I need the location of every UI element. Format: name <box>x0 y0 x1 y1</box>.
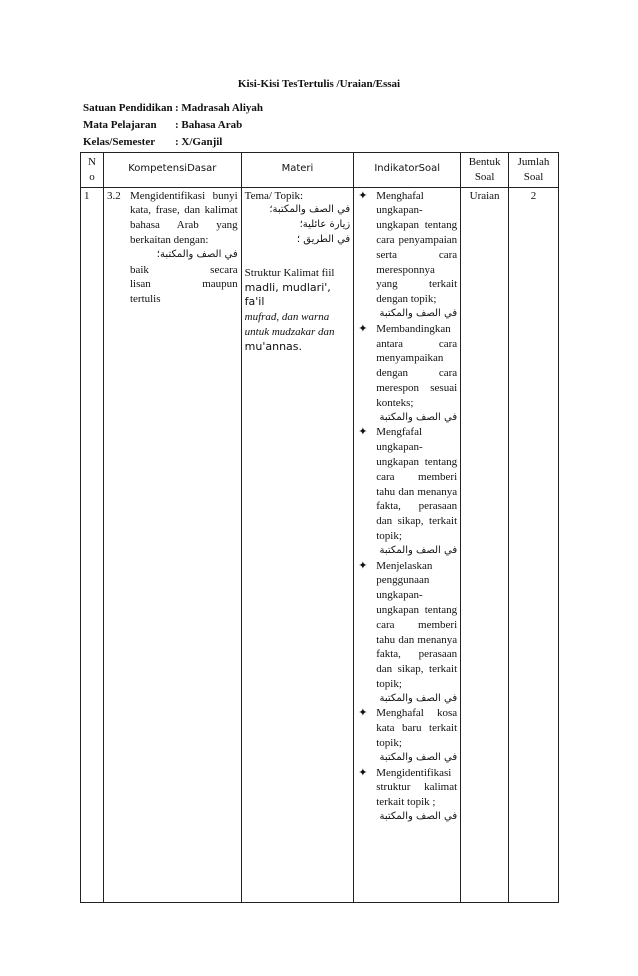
four-pointed-star-icon: ✦ <box>358 425 368 439</box>
list-item: ✦ Menghafal ungkapan-ungkapan tentang cara penyampaian serta cara meresponnya yang terkait dengan topik; في الصف والمكتبة <box>358 188 458 319</box>
info-row-satuan <box>83 100 263 117</box>
list-item: ✦ Membandingkan antara cara menyampaikan dengan cara merespon sesuai konteks; في الصف والمكتبة <box>358 321 458 423</box>
list-item: ✦ Menjelaskan penggunaan ungkapan-ungkapan tentang cara memberi tahu dan menanya fakta, perasaan dan sikap, terkait topik; في الصف والمكتبة <box>358 558 458 704</box>
cell-jumlah: 2 <box>509 187 559 902</box>
materi-mufrad: mufrad, dan warna untuk mudzakar dan <box>244 311 335 338</box>
kd-arabic: في الصف والمكتبة؛ <box>156 248 238 260</box>
info-row-kelas <box>83 134 263 151</box>
header-kompetensi: KompetensiDasar <box>103 153 241 188</box>
list-item: ✦ Menghafal kosa kata baru terkait topik; في الصف والمكتبة <box>358 706 458 763</box>
kd-text-2: baik secara lisan maupun tertulis <box>129 263 238 306</box>
info-row-mapel <box>83 117 263 134</box>
four-pointed-star-icon: ✦ <box>358 765 368 779</box>
materi-topic: زيارة عائلية؛ <box>299 219 351 231</box>
kd-number: 3.2 <box>106 189 121 202</box>
four-pointed-star-icon: ✦ <box>358 558 368 572</box>
info-label: Mata Pelajaran <box>83 119 157 131</box>
materi-topic: في الصف والمكتبة؛ <box>269 204 351 216</box>
materi-struktur: Struktur Kalimat fiil <box>244 266 335 279</box>
document-info <box>83 100 263 151</box>
info-value: : Madrasah Aliyah <box>175 102 264 114</box>
header-jumlah: Jumlah Soal <box>509 153 559 188</box>
indikator-list <box>357 189 457 825</box>
table-header-row <box>81 153 559 188</box>
kd-text: Mengidentifikasi bunyi kata, frase, dan kalimat bahasa Arab yang berkaitan dengan: <box>129 189 238 246</box>
cell-kompetensi <box>103 187 241 902</box>
header-indikator: IndikatorSoal <box>354 153 461 188</box>
info-value: : X/Ganjil <box>175 136 223 148</box>
cell-materi <box>241 187 354 902</box>
cell-bentuk: Uraian <box>461 187 509 902</box>
info-label: Satuan Pendidikan <box>83 102 173 114</box>
header-materi: Materi <box>241 153 354 188</box>
materi-tema: Tema/ Topik: <box>244 189 304 202</box>
four-pointed-star-icon: ✦ <box>358 321 368 335</box>
cell-no: 1 <box>81 187 104 902</box>
four-pointed-star-icon: ✦ <box>358 188 368 202</box>
list-item: ✦ Mengfafal ungkapan-ungkapan tentang cara memberi tahu dan menanya fakta, perasaan dan sikap, terkait topik; في الصف والمكتبة <box>358 425 458 556</box>
materi-muannas: mu'annas. <box>244 339 303 353</box>
cell-indikator <box>354 187 461 902</box>
document-title: Kisi-Kisi TesTertulis /Uraian/Essai <box>237 78 401 90</box>
info-value: : Bahasa Arab <box>175 119 243 131</box>
materi-madli: madli, mudlari', fa'il <box>244 280 331 309</box>
four-pointed-star-icon: ✦ <box>358 706 368 720</box>
list-item: ✦ Mengidentifikasi struktur kalimat terkait topik ; في الصف والمكتبة <box>358 765 458 823</box>
info-label: Kelas/Semester <box>83 136 156 148</box>
table-row <box>81 187 559 902</box>
header-no: N o <box>81 153 104 188</box>
materi-topic: في الطريق ؛ <box>296 233 351 245</box>
header-bentuk: Bentuk Soal <box>461 153 509 188</box>
kisi-kisi-table <box>80 152 559 903</box>
